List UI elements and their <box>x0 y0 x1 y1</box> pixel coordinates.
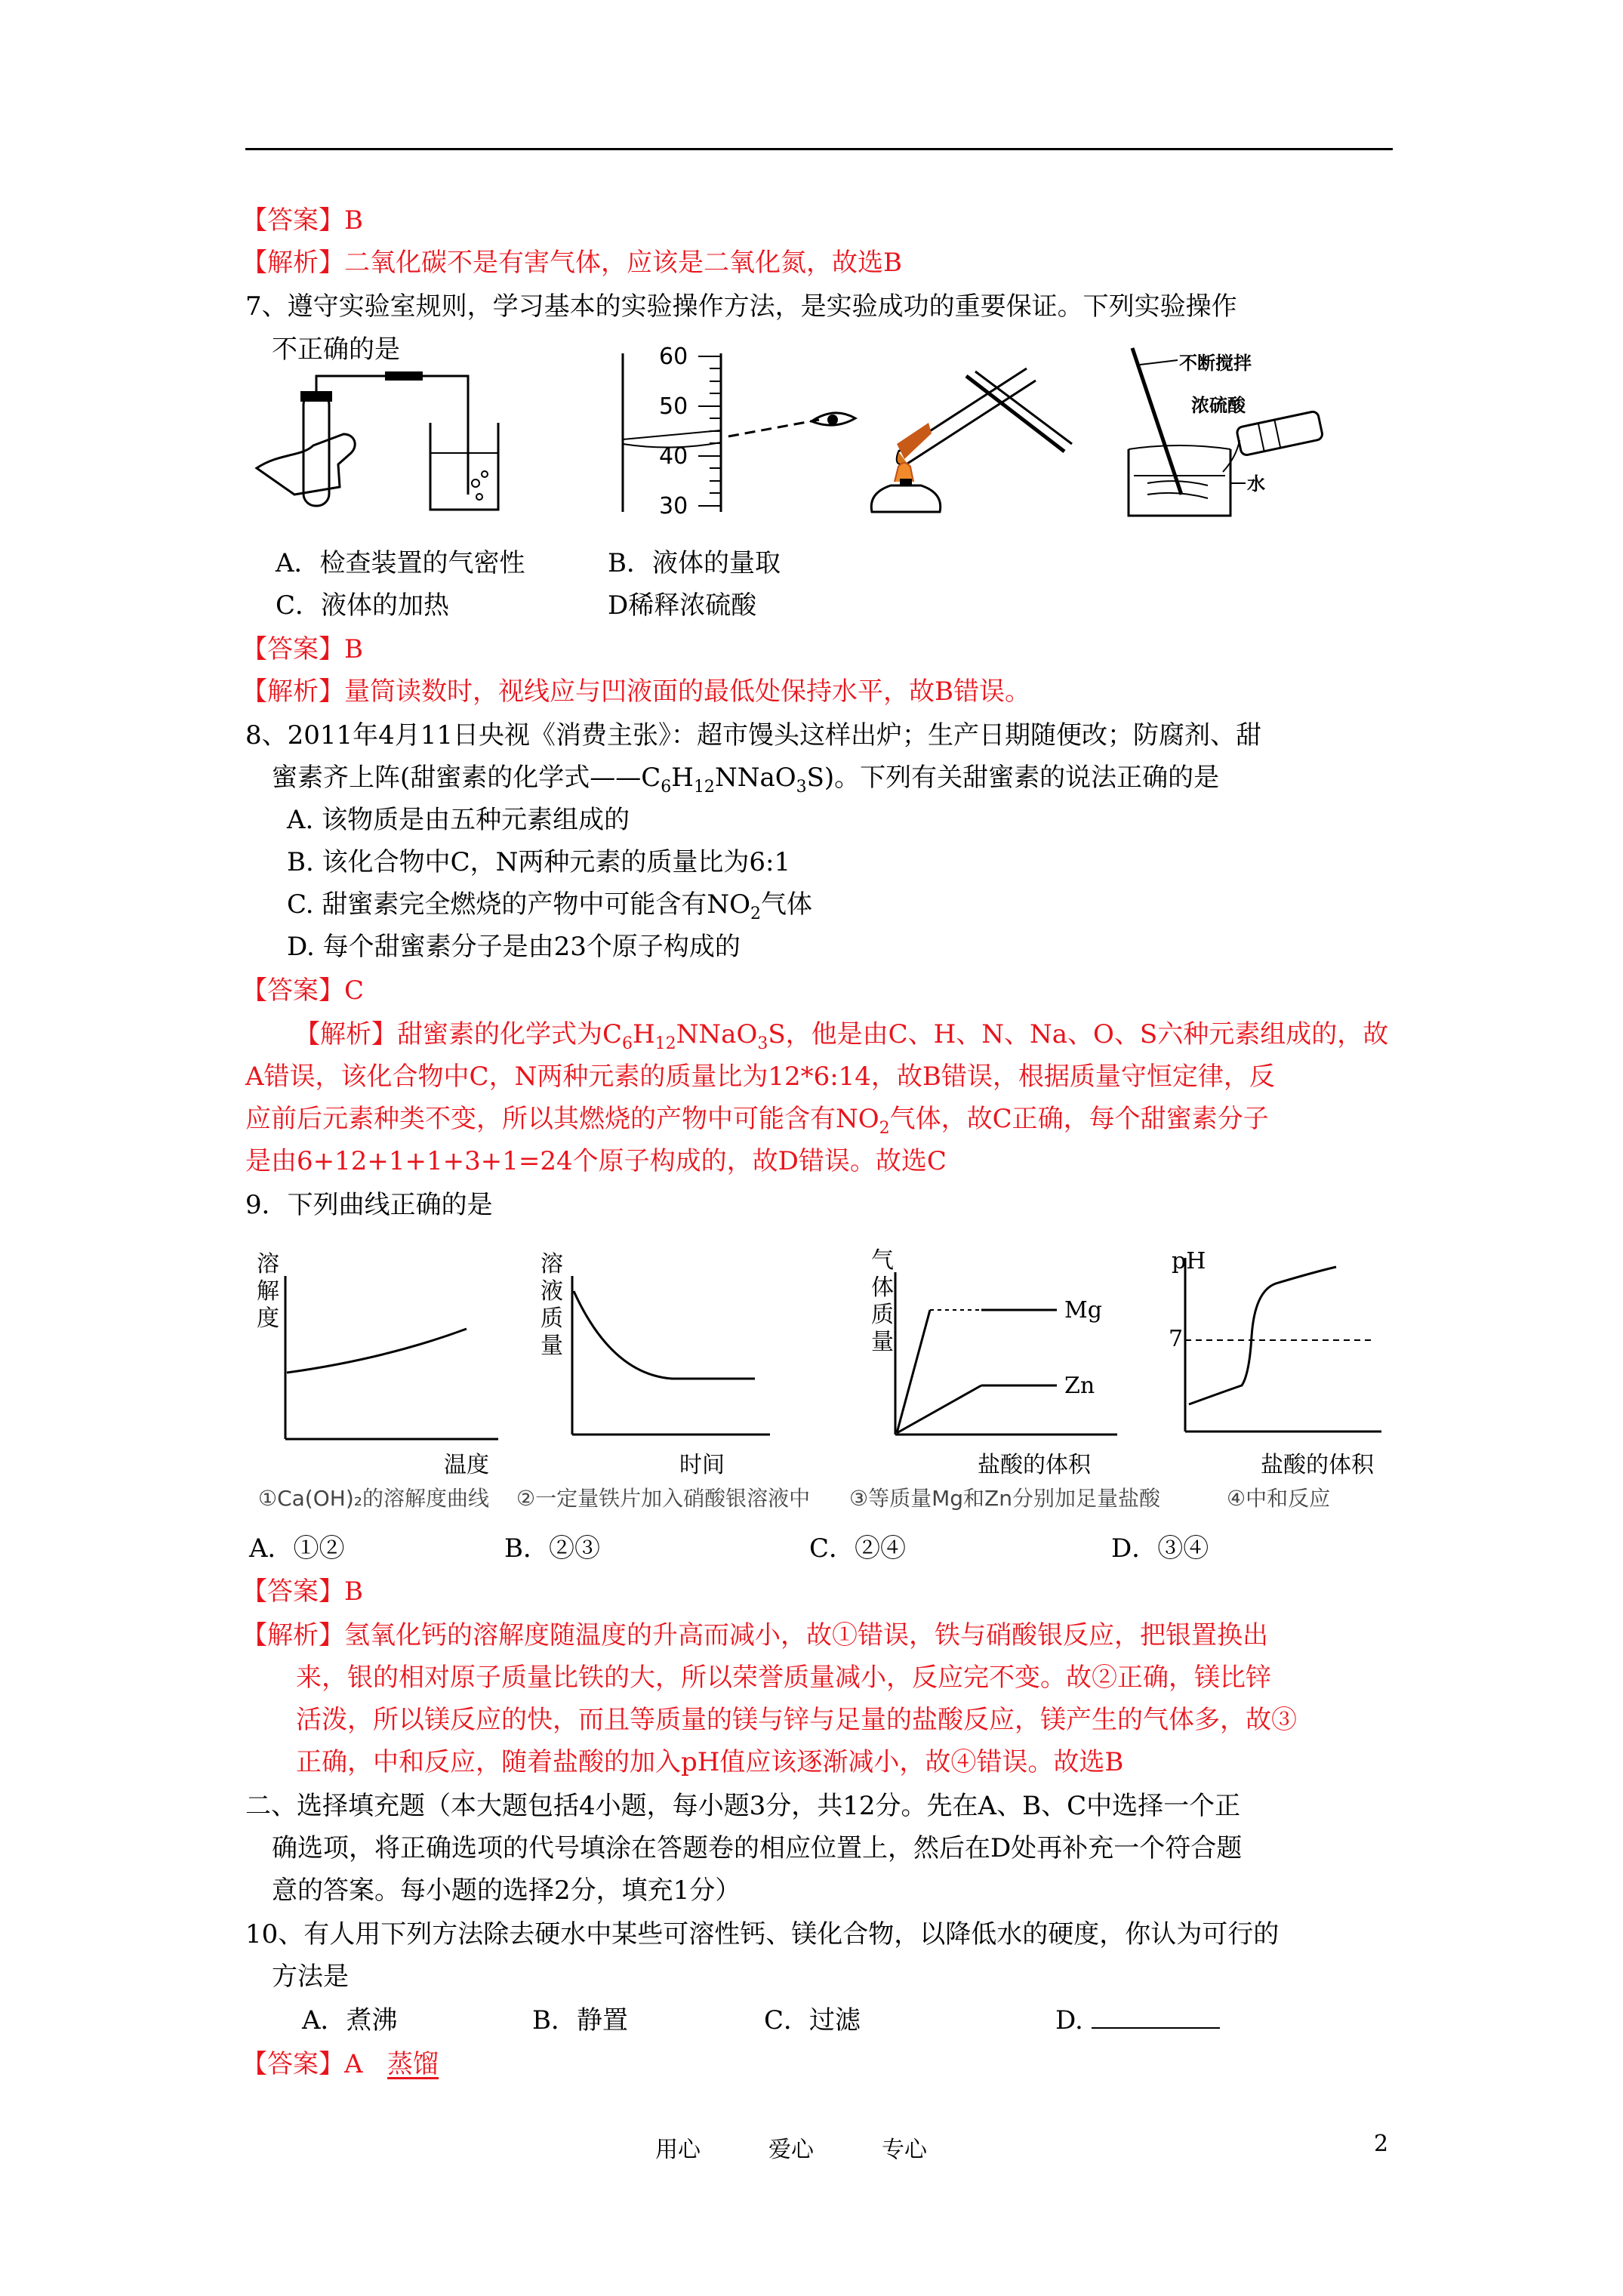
q8-option-d: D. 每个甜蜜素分子是由23个原子构成的 <box>287 932 741 962</box>
q8-analysis-line4: 是由6+12+1+1+3+1=24个原子构成的，故D错误。故选C <box>245 1146 947 1176</box>
g4-xlabel: 盐酸的体积 <box>1261 1452 1374 1478</box>
q8-option-b: B. 该化合物中C，N两种元素的质量比为6:1 <box>287 847 791 877</box>
g3-xlabel: 盐酸的体积 <box>978 1452 1091 1478</box>
q9-analysis-line3: 活泼，所以镁反应的快，而且等质量的镁与锌与足量的盐酸反应，镁产生的气体多，故③ <box>296 1705 1297 1735</box>
q9-analysis-line4: 正确，中和反应，随着盐酸的加入pH值应该逐渐减小，故④错误。故选B <box>296 1747 1124 1777</box>
q6-answer: 【答案】B <box>242 205 363 236</box>
q8-stem-line2: 蜜素齐上阵(甜蜜素的化学式$——C_6H_{12}NNaO_3S$)。下列有关甜蜜素的说法正确的是 <box>272 763 1220 797</box>
q9-option-c: C．②④ <box>809 1533 907 1564</box>
q7-stem-line1: 7、遵守实验室规则，学习基本的实验操作方法，是实验成功的重要保证。下列实验操作 <box>245 291 1237 322</box>
cylinder-tick-40: 40 <box>659 443 688 470</box>
g4-ylabel: pH <box>1172 1248 1206 1274</box>
q7-answer: 【答案】B <box>242 634 363 664</box>
q10-option-c: C．过滤 <box>764 2005 861 2036</box>
g3-ylabel-1: 气 <box>871 1247 894 1274</box>
q9-stem: 9．下列曲线正确的是 <box>245 1190 493 1220</box>
q9-option-a: A．①② <box>249 1533 345 1564</box>
g2-ylabel-2: 液 <box>540 1278 563 1305</box>
g3-label-zn: Zn <box>1064 1373 1095 1399</box>
q10-option-b: B．静置 <box>532 2005 628 2036</box>
q8-answer: 【答案】C <box>242 975 365 1006</box>
g3-label-mg: Mg <box>1064 1297 1102 1324</box>
q7-analysis: 【解析】量筒读数时，视线应与凹液面的最低处保持水平，故B错误。 <box>242 676 1030 707</box>
q7-option-a: A．检查装置的气密性 <box>276 548 525 578</box>
g1-ylabel-2: 解 <box>257 1278 279 1305</box>
g2-ylabel-1: 溶 <box>540 1251 563 1277</box>
figure-airtightness-check <box>249 362 521 521</box>
g4-caption: ④中和反应 <box>1227 1486 1331 1511</box>
figure-dilute-acid <box>1117 344 1336 521</box>
section2-line1: 二、选择填充题（本大题包括4小题，每小题3分，共12分。先在A、B、C中选择一个正 <box>245 1791 1241 1821</box>
label-conc-acid: 浓硫酸 <box>1191 395 1246 416</box>
cylinder-tick-50: 50 <box>659 393 688 420</box>
q7-option-b: B．液体的量取 <box>608 548 781 578</box>
figure-cylinder-reading <box>615 346 864 519</box>
q9-answer: 【答案】B <box>242 1576 363 1607</box>
q8-analysis-line1: 【解析】甜蜜素的化学式为$C_6H_{12}NNaO_3S$，他是由C、H、N、Na、O、S六种元素组成的，故 <box>294 1019 1389 1053</box>
graph-solubility <box>249 1246 498 1495</box>
label-stir: 不断搅拌 <box>1179 353 1252 374</box>
g2-ylabel-3: 质 <box>540 1305 563 1332</box>
graph-solution-mass <box>528 1246 785 1495</box>
g2-xlabel: 时间 <box>679 1452 725 1478</box>
cylinder-tick-60: 60 <box>659 346 688 370</box>
q8-option-a: A. 该物质是由五种元素组成的 <box>287 805 630 835</box>
g3-caption: ③等质量Mg和Zn分别加足量盐酸 <box>849 1486 1160 1511</box>
q9-option-d: D．③④ <box>1111 1533 1209 1564</box>
cylinder-tick-30: 30 <box>659 493 688 519</box>
footer-text-3: 专心 <box>882 2137 927 2163</box>
section2-line2: 确选项，将正确选项的代号填涂在答题卷的相应位置上，然后在D处再补充一个符合题 <box>272 1833 1243 1863</box>
g3-ylabel-3: 质 <box>871 1302 894 1328</box>
q9-option-b: B．②③ <box>504 1533 600 1564</box>
q10-option-a: A．煮沸 <box>302 2005 398 2036</box>
q10-blank-line <box>1092 2005 1220 2029</box>
q6-analysis: 【解析】二氧化碳不是有害气体，应该是二氧化氮，故选B <box>242 248 902 278</box>
q8-stem-line1: 8、2011年4月11日央视《消费主张》：超市馒头这样出炉；生产日期随便改；防腐剂、甜 <box>245 720 1262 750</box>
g2-caption: ②一定量铁片加入硝酸银溶液中 <box>516 1486 811 1511</box>
g1-ylabel-1: 溶 <box>257 1251 279 1277</box>
graph-gas-mass <box>845 1242 1132 1495</box>
g4-seven-label: 7 <box>1169 1326 1184 1352</box>
q7-option-c: C．液体的加热 <box>276 590 450 621</box>
figure-liquid-heating <box>838 338 1087 519</box>
g3-ylabel-4: 量 <box>871 1329 894 1355</box>
g1-caption: ①Ca(OH)₂的溶解度曲线 <box>258 1486 489 1511</box>
section2-line3: 意的答案。每小题的选择2分，填充1分） <box>272 1875 741 1906</box>
footer-text-1: 用心 <box>655 2137 701 2163</box>
q8-option-c: C. 甜蜜素完全燃烧的产物中可能含有$NO_2$气体 <box>287 889 813 923</box>
q10-answer: 【答案】A 蒸馏 <box>242 2049 439 2079</box>
q7-option-d: D稀释浓硫酸 <box>608 590 757 621</box>
q8-analysis-line3: 应前后元素种类不变，所以其燃烧的产物中可能含有$NO_2$气体，故C正确，每个甜蜜素分子 <box>245 1104 1269 1138</box>
page-number: 2 <box>1374 2131 1389 2157</box>
g3-ylabel-2: 体 <box>871 1274 894 1301</box>
q10-option-d: D. <box>1055 1999 1220 2042</box>
graph-ph <box>1155 1246 1412 1495</box>
q10-stem-line2: 方法是 <box>272 1962 349 1992</box>
header-rule <box>245 148 1393 150</box>
q10-stem-line1: 10、有人用下列方法除去硬水中某些可溶性钙、镁化合物，以降低水的硬度，你认为可行的 <box>245 1919 1280 1949</box>
q10-answer-fill: 蒸馏 <box>387 2049 439 2079</box>
g1-ylabel-3: 度 <box>257 1305 279 1332</box>
q9-analysis-line1: 【解析】氢氧化钙的溶解度随温度的升高而减小，故①错误，铁与硝酸银反应，把银置换出 <box>242 1620 1268 1650</box>
q8-analysis-line2: A错误，该化合物中C，N两种元素的质量比为12*6:14，故B错误，根据质量守恒定律，反 <box>245 1062 1275 1092</box>
footer-text-2: 爱心 <box>768 2137 814 2163</box>
label-water: 水 <box>1247 473 1265 495</box>
q9-analysis-line2: 来，银的相对原子质量比铁的大，所以荣誉质量减小，反应完不变。故②正确，镁比锌 <box>296 1663 1271 1693</box>
g1-xlabel: 温度 <box>444 1452 489 1478</box>
g2-ylabel-4: 量 <box>540 1333 563 1359</box>
q7-stem-line2: 不正确的是 <box>272 334 400 365</box>
